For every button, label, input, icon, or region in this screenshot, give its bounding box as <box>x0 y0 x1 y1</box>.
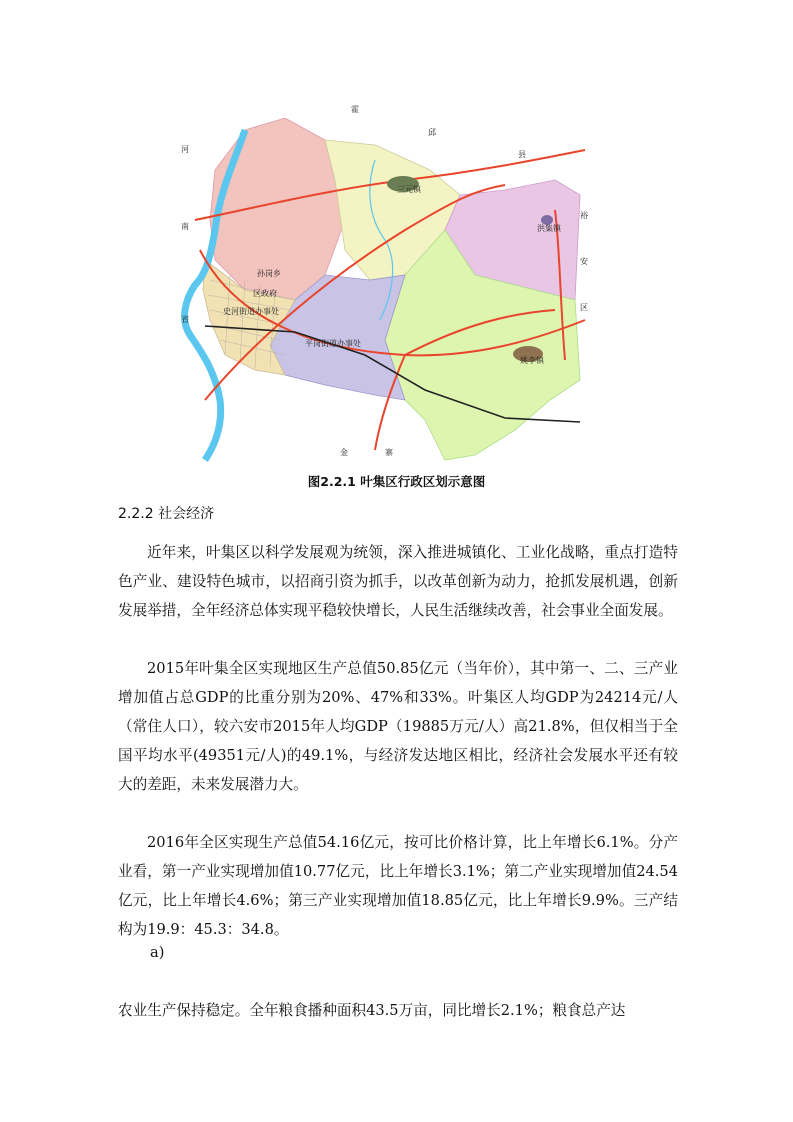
paragraph-1: 近年来，叶集区以科学发展观为统领，深入推进城镇化、工业化战略，重点打造特色产业、建设特色城市，以招商引资为抓手，以改革创新为动力，抢抓发展机遇，创新发展举措，全年经济总体实现平稳较快增长，人民生活继续改善，社会事业全面发展。 <box>118 544 678 619</box>
label-huo: 霍 <box>351 105 359 114</box>
label-yu: 裕 <box>580 211 588 220</box>
label-hongji: 洪集镇 <box>537 224 561 233</box>
label-nan: 南 <box>181 222 189 231</box>
label-pinggang: 平岗街道办事处 <box>305 339 361 348</box>
label-he: 河 <box>181 145 189 154</box>
label-yaoli: 姚李镇 <box>520 356 544 365</box>
label-qu: 区 <box>580 303 588 312</box>
label-sheng: 省 <box>181 315 189 324</box>
label-quzhengfu: 区政府 <box>253 289 277 298</box>
list-label: a) <box>150 944 165 961</box>
paragraph-2: 2015年叶集全区实现地区生产总值50.85亿元（当年价），其中第一、二、三产业增加值占总GDP的比重分别为20%、47%和33%。叶集区人均GDP为24214元/人（常住人口），较六安市2015年人均GDP（19885万元/人）高21.8%，但仅相当于全国平均水平(49351元/人)的49.1%，与经济发达地区相比，经济社会发展水平还有较大的差距，未来发展潜力大。 <box>118 660 678 793</box>
section-title: 2.2.2 社会经济 <box>118 506 215 522</box>
label-shijiquan: 史河街道办事处 <box>223 307 279 316</box>
label-an: 安 <box>580 257 588 266</box>
label-xian: 县 <box>518 150 526 159</box>
label-sanyuan: 三元镇 <box>397 185 421 194</box>
paragraph-3: 2016年全区实现生产总值54.16亿元，按可比价格计算，比上年增长6.1%。分产业看，第一产业实现增加值10.77亿元，比上年增长3.1%；第二产业实现增加值24.54亿元，比上年增长4.6%；第三产业实现增加值18.85亿元，比上年增长9.9%。三产结构为19.9：45.3：34.8。 <box>118 834 678 938</box>
paragraph-4: 农业生产保持稳定。全年粮食播种面积43.5万亩，同比增长2.1%；粮食总产达 <box>118 1002 626 1019</box>
administrative-map <box>175 100 595 468</box>
figure-caption: 图2.2.1 叶集区行政区划示意图 <box>307 474 486 489</box>
label-qiu: 邱 <box>428 128 436 137</box>
label-zhai: 寨 <box>385 448 393 457</box>
label-sunyan: 孙岗乡 <box>257 269 281 278</box>
label-jin: 金 <box>340 448 348 457</box>
